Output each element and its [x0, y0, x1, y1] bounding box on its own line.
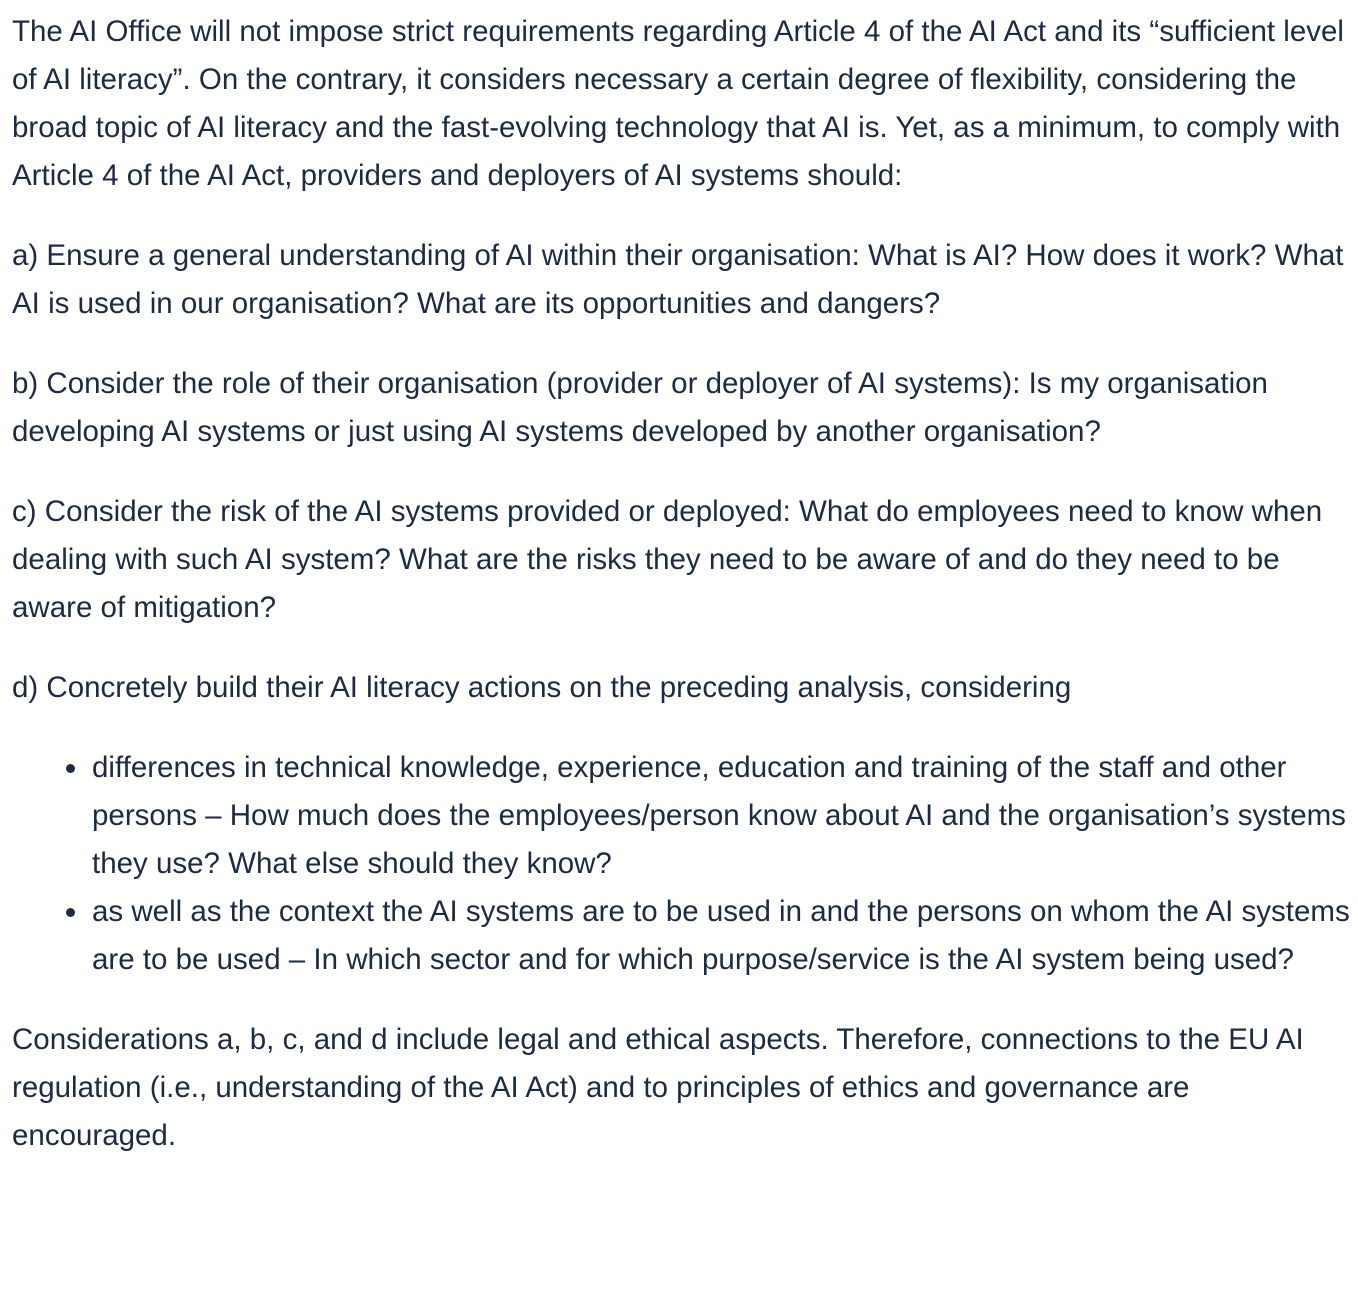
consideration-b: b) Consider the role of their organisation (provider or deployer of AI systems): Is my organisation developing AI systems or just using AI systems developed by another organisation?	[12, 367, 1268, 448]
intro-paragraph: The AI Office will not impose strict requirements regarding Article 4 of the AI Act and its “sufficient level of AI literacy”. On the contrary, it considers necessary a certain degree of flexibility, considering the broad topic of AI literacy and the fast-evolving technology that AI is. Yet, as a minimum, to comply with Article 4 of the AI Act, providers and deployers of AI systems should:	[12, 15, 1344, 192]
consideration-a: a) Ensure a general understanding of AI within their organisation: What is AI? How does it work? What AI is used in our organisation? What are its opportunities and dangers?	[12, 239, 1344, 320]
list-item: differences in technical knowledge, experience, education and training of the staff and other persons – How much does the employees/person know about AI and the organisation’s systems they use? What else should they know?	[92, 744, 1352, 888]
conclusion-paragraph: Considerations a, b, c, and d include legal and ethical aspects. Therefore, connections to the EU AI regulation (i.e., understanding of the AI Act) and to principles of ethics and governance are encouraged.	[12, 1023, 1304, 1152]
list-item: as well as the context the AI systems are to be used in and the persons on whom the AI systems are to be used – In which sector and for which purpose/service is the AI system being used?	[92, 888, 1352, 984]
consideration-d: d) Concretely build their AI literacy actions on the preceding analysis, considering	[12, 671, 1072, 704]
consideration-d-bullet-list	[12, 744, 1352, 984]
consideration-c: c) Consider the risk of the AI systems provided or deployed: What do employees need to know when dealing with such AI system? What are the risks they need to be aware of and do they need to be aware of mitigation?	[12, 495, 1323, 624]
document-body	[12, 8, 1352, 1192]
